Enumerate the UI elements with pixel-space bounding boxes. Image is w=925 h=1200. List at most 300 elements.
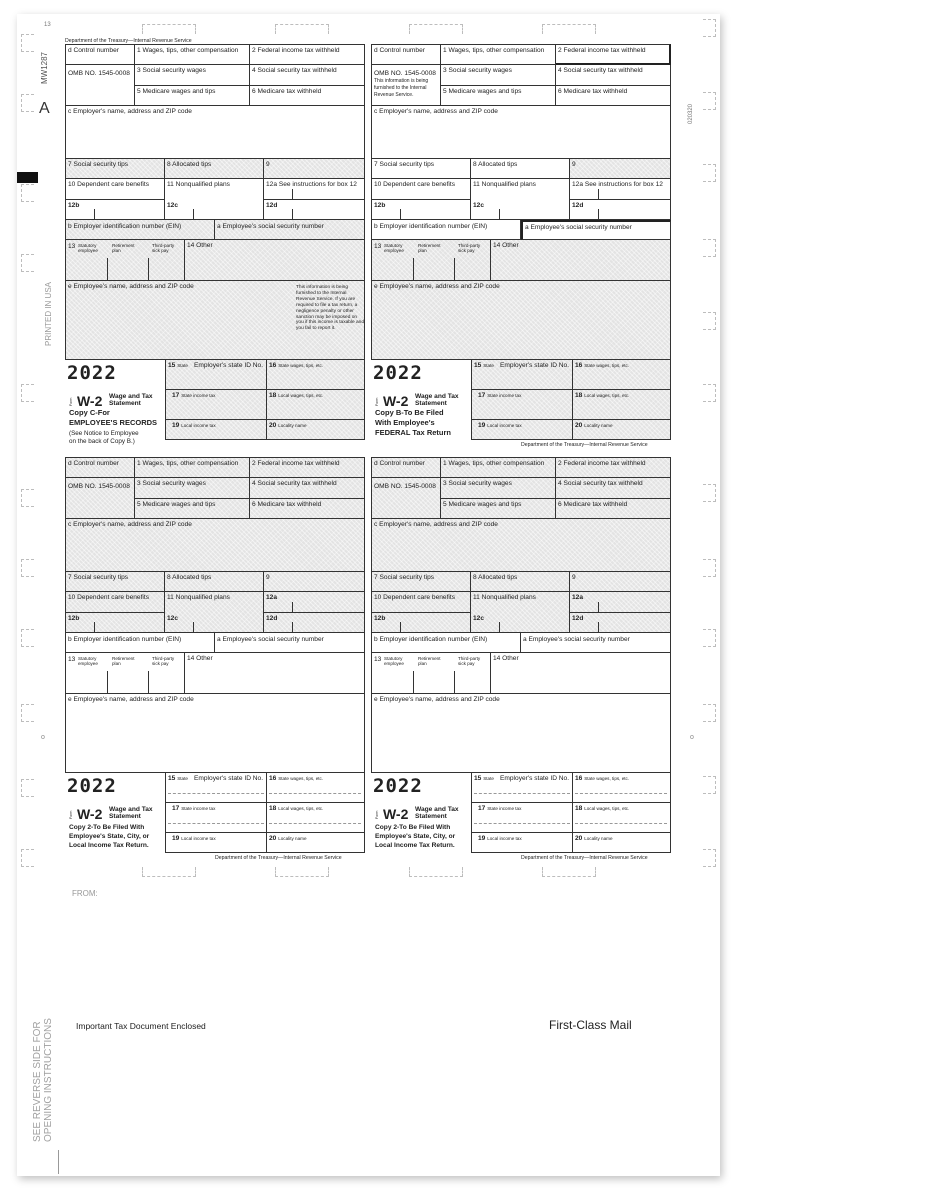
pinfeed-hole bbox=[703, 384, 716, 402]
code-o-right: o bbox=[690, 734, 694, 741]
box-19[interactable] bbox=[471, 833, 573, 853]
box-2[interactable] bbox=[556, 44, 671, 65]
checkbox-divider bbox=[148, 258, 149, 280]
box-7-label: 7 Social security tips bbox=[374, 574, 435, 581]
box-16[interactable] bbox=[267, 360, 365, 390]
wage-tax-statement bbox=[109, 806, 153, 820]
box-17[interactable] bbox=[165, 390, 267, 420]
box-9[interactable] bbox=[570, 572, 671, 592]
box-10[interactable] bbox=[371, 179, 471, 200]
box-12d-label: 12d bbox=[572, 202, 584, 209]
box-4[interactable] bbox=[556, 478, 671, 499]
box-12d[interactable] bbox=[264, 613, 365, 633]
box-20-text: Locality name bbox=[278, 836, 307, 841]
box-17-text: State income tax bbox=[487, 806, 522, 811]
box-13-label: 13 bbox=[68, 656, 76, 663]
tax-year: 2022 bbox=[67, 775, 117, 797]
box-8[interactable] bbox=[471, 572, 570, 592]
box-1[interactable] bbox=[441, 44, 556, 65]
employee-name-label: e Employee's name, address and ZIP code bbox=[374, 696, 500, 703]
dash-line bbox=[474, 793, 570, 794]
copy-designation bbox=[375, 823, 455, 850]
box-1-label: 1 Wages, tips, other compensation bbox=[137, 460, 239, 467]
box-10-label: 10 Dependent care benefits bbox=[374, 181, 456, 188]
box-20-label bbox=[575, 422, 613, 430]
box-19-label bbox=[172, 835, 216, 843]
box-20[interactable] bbox=[267, 420, 365, 440]
box-20-label bbox=[269, 422, 307, 430]
box-12d[interactable] bbox=[264, 200, 365, 220]
box-18-text: Local wages, tips, etc. bbox=[278, 806, 324, 811]
copy-line-2: Employee's State, City, or bbox=[375, 833, 456, 840]
state-label: State bbox=[177, 776, 188, 781]
box-13[interactable] bbox=[371, 240, 491, 281]
control-number-box[interactable] bbox=[65, 457, 135, 478]
box-18[interactable] bbox=[573, 390, 671, 420]
state-id-label: Employer's state ID No. bbox=[194, 362, 264, 369]
box-17[interactable] bbox=[471, 803, 573, 833]
ssn-label: a Employee's social security number bbox=[217, 636, 324, 643]
box-12a[interactable] bbox=[570, 179, 671, 200]
reverse-line-1: SEE REVERSE SIDE FOR bbox=[32, 1021, 43, 1142]
box-17-num: 17 bbox=[172, 805, 180, 812]
omb-box bbox=[65, 478, 135, 519]
box-17-num: 17 bbox=[478, 805, 486, 812]
box-10-label: 10 Dependent care benefits bbox=[68, 181, 150, 188]
box-16[interactable] bbox=[267, 773, 365, 803]
box-2[interactable] bbox=[250, 44, 365, 65]
box-16-label bbox=[575, 775, 629, 783]
wts-line-2: Statement bbox=[109, 400, 141, 407]
box-6-label: 6 Medicare tax withheld bbox=[252, 501, 322, 508]
pinfeed-hole bbox=[21, 489, 34, 507]
box-15-label bbox=[474, 362, 494, 370]
thirdparty-label: Third-party sick pay bbox=[152, 243, 175, 253]
furnished-note: This information is being furnished to the Internal Revenue Service. bbox=[374, 78, 429, 98]
box-18-text: Local wages, tips, etc. bbox=[584, 393, 630, 398]
box-12b[interactable] bbox=[371, 613, 471, 633]
box-8[interactable] bbox=[165, 572, 264, 592]
box-4[interactable] bbox=[250, 65, 365, 86]
dash-line bbox=[269, 823, 361, 824]
box-12c-label: 12c bbox=[473, 202, 485, 209]
box-4-label: 4 Social security tax withheld bbox=[558, 480, 643, 487]
box-7[interactable] bbox=[371, 572, 471, 592]
box-4[interactable] bbox=[556, 65, 671, 86]
code-divider bbox=[598, 602, 599, 612]
wage-tax-statement bbox=[415, 806, 459, 820]
box-19[interactable] bbox=[165, 420, 267, 440]
statutory-label: Statutory employee bbox=[78, 243, 98, 253]
box-18-num: 18 bbox=[269, 392, 277, 399]
dept-footer: Department of the Treasury—Internal Revenue Service bbox=[215, 855, 342, 861]
dept-header: Department of the Treasury—Internal Revenue Service bbox=[65, 38, 192, 44]
control-number-box[interactable] bbox=[371, 457, 441, 478]
box-3-label: 3 Social security wages bbox=[137, 480, 206, 487]
box-18[interactable] bbox=[267, 803, 365, 833]
box-1[interactable] bbox=[135, 457, 250, 478]
box-10-label: 10 Dependent care benefits bbox=[374, 594, 456, 601]
slot-mark bbox=[409, 867, 463, 877]
box-13[interactable] bbox=[371, 653, 491, 694]
box-20-num: 20 bbox=[269, 835, 277, 842]
guide-line bbox=[58, 1150, 59, 1174]
thirdparty-label: Third-party sick pay bbox=[458, 656, 481, 666]
employee-name-label: e Employee's name, address and ZIP code bbox=[374, 283, 500, 290]
box-14[interactable] bbox=[491, 240, 671, 281]
wage-tax-statement bbox=[109, 393, 153, 407]
box-11[interactable] bbox=[471, 592, 570, 633]
employee-name-box[interactable] bbox=[371, 694, 671, 773]
slot-mark bbox=[409, 24, 463, 34]
important-notice: Important Tax Document Enclosed bbox=[76, 1021, 206, 1031]
box-1[interactable] bbox=[441, 457, 556, 478]
box-16-num: 16 bbox=[269, 775, 277, 782]
pinfeed-hole bbox=[21, 184, 34, 202]
wts-line-1: Wage and Tax bbox=[415, 393, 459, 400]
ein-label: b Employer identification number (EIN) bbox=[374, 636, 488, 643]
box-20[interactable] bbox=[573, 833, 671, 853]
form-copy-b bbox=[371, 44, 671, 448]
box-5[interactable] bbox=[441, 86, 556, 106]
box-6[interactable] bbox=[250, 86, 365, 106]
box-20-text: Locality name bbox=[278, 423, 307, 428]
pinfeed-hole bbox=[21, 779, 34, 797]
slot-mark bbox=[275, 867, 329, 877]
box-14[interactable] bbox=[185, 240, 365, 281]
box-4-label: 4 Social security tax withheld bbox=[252, 67, 337, 74]
box-12a[interactable] bbox=[570, 592, 671, 613]
pinfeed-hole bbox=[21, 94, 34, 112]
box-16-num: 16 bbox=[575, 362, 583, 369]
box-20-num: 20 bbox=[575, 835, 583, 842]
box-12b[interactable] bbox=[65, 200, 165, 220]
box-12b-label: 12b bbox=[68, 615, 80, 622]
box-6-label: 6 Medicare tax withheld bbox=[558, 501, 628, 508]
box-11-label: 11 Nonqualified plans bbox=[167, 594, 230, 601]
box-17-label bbox=[478, 392, 521, 400]
pinfeed-hole bbox=[21, 849, 34, 867]
box-16-num: 16 bbox=[575, 775, 583, 782]
box-12a-label: 12a See instructions for box 12 bbox=[266, 181, 357, 188]
pinfeed-hole bbox=[21, 704, 34, 722]
box-16-num: 16 bbox=[269, 362, 277, 369]
box-16[interactable] bbox=[573, 360, 671, 390]
box-13-label: 13 bbox=[68, 243, 76, 250]
box-3-label: 3 Social security wages bbox=[137, 67, 206, 74]
employer-ein-box[interactable] bbox=[65, 633, 215, 653]
copy-line-2: EMPLOYEE'S RECORDS bbox=[69, 418, 158, 427]
box-18-text: Local wages, tips, etc. bbox=[278, 393, 324, 398]
box-16[interactable] bbox=[573, 773, 671, 803]
box-9[interactable] bbox=[570, 159, 671, 179]
pinfeed-hole bbox=[703, 704, 716, 722]
ssn-label: a Employee's social security number bbox=[523, 636, 630, 643]
box-9[interactable] bbox=[264, 159, 365, 179]
box-4[interactable] bbox=[250, 478, 365, 499]
box-14-label: 14 Other bbox=[493, 242, 519, 249]
box-12b-label: 12b bbox=[374, 615, 386, 622]
box-19-text: Local income tax bbox=[181, 423, 216, 428]
control-number-box[interactable] bbox=[371, 44, 441, 65]
box-9-label: 9 bbox=[572, 574, 576, 581]
thirdparty-label: Third-party sick pay bbox=[458, 243, 481, 253]
box-18-label bbox=[269, 392, 323, 400]
box-3-label: 3 Social security wages bbox=[443, 67, 512, 74]
box-13-label: 13 bbox=[374, 656, 382, 663]
box-14-label: 14 Other bbox=[187, 242, 213, 249]
box-8[interactable] bbox=[471, 159, 570, 179]
box-11[interactable] bbox=[165, 179, 264, 220]
box-1-label: 1 Wages, tips, other compensation bbox=[443, 460, 545, 467]
pinfeed-hole bbox=[21, 254, 34, 272]
box-2[interactable] bbox=[556, 457, 671, 478]
box-10[interactable] bbox=[65, 179, 165, 200]
box-19[interactable] bbox=[165, 833, 267, 853]
code-divider bbox=[499, 622, 500, 632]
box-10[interactable] bbox=[65, 592, 165, 613]
copy-line-2: Employee's State, City, or bbox=[69, 833, 150, 840]
employee-name-box[interactable] bbox=[371, 281, 671, 360]
box-12d[interactable] bbox=[570, 613, 671, 633]
omb-box bbox=[65, 65, 135, 106]
box-19[interactable] bbox=[471, 420, 573, 440]
employer-name-box[interactable] bbox=[65, 106, 365, 159]
checkbox-divider bbox=[413, 671, 414, 693]
employer-name-box[interactable] bbox=[371, 106, 671, 159]
ein-label: b Employer identification number (EIN) bbox=[374, 223, 488, 230]
state-label: State bbox=[483, 363, 494, 368]
box-19-text: Local income tax bbox=[181, 836, 216, 841]
ssn-label: a Employee's social security number bbox=[217, 223, 324, 230]
pinfeed-hole bbox=[703, 776, 716, 794]
box-12b-label: 12b bbox=[68, 202, 80, 209]
form-word: Form bbox=[375, 397, 379, 406]
box-13[interactable] bbox=[65, 653, 185, 694]
box-12b[interactable] bbox=[371, 200, 471, 220]
box-7[interactable] bbox=[371, 159, 471, 179]
box-8[interactable] bbox=[165, 159, 264, 179]
code-o-left: o bbox=[41, 734, 45, 741]
revision-code: 020320 bbox=[688, 103, 694, 124]
form-copy-2-left bbox=[65, 457, 365, 861]
checkbox-divider bbox=[413, 258, 414, 280]
control-number-label: d Control number bbox=[68, 47, 119, 54]
box-2-label: 2 Federal income tax withheld bbox=[558, 460, 646, 467]
box-5[interactable] bbox=[135, 499, 250, 519]
box-3[interactable] bbox=[441, 478, 556, 499]
box-8-label: 8 Allocated tips bbox=[473, 574, 518, 581]
employer-ein-box[interactable] bbox=[371, 633, 521, 653]
box-3[interactable] bbox=[135, 478, 250, 499]
box-7-label: 7 Social security tips bbox=[68, 161, 129, 168]
form-copy-c bbox=[65, 38, 365, 445]
black-timing-mark bbox=[17, 172, 38, 183]
employer-ein-box[interactable] bbox=[65, 220, 215, 240]
code-divider bbox=[94, 209, 95, 219]
box-18[interactable] bbox=[267, 390, 365, 420]
slot-mark bbox=[542, 24, 596, 34]
employee-name-box[interactable] bbox=[65, 281, 365, 360]
form-copy-2-right bbox=[371, 457, 671, 861]
control-number-box[interactable] bbox=[65, 44, 135, 65]
box-12d-label: 12d bbox=[266, 202, 278, 209]
box-17[interactable] bbox=[165, 803, 267, 833]
box-6-label: 6 Medicare tax withheld bbox=[252, 88, 322, 95]
dash-line bbox=[168, 793, 264, 794]
box-8-label: 8 Allocated tips bbox=[167, 574, 212, 581]
box-15-num: 15 bbox=[168, 362, 176, 369]
code-divider bbox=[598, 209, 599, 219]
box-2[interactable] bbox=[250, 457, 365, 478]
wts-line-1: Wage and Tax bbox=[415, 806, 459, 813]
box-6[interactable] bbox=[250, 499, 365, 519]
box-3[interactable] bbox=[135, 65, 250, 86]
copy-line-2: With Employee's bbox=[375, 418, 435, 427]
box-18[interactable] bbox=[573, 803, 671, 833]
penalty-notice: This information is being furnished to the Internal Revenue Service. If you are required to file a tax return, a negligence penalty or other sanction may be imposed on you if this income is taxable and you fail to report it. bbox=[296, 285, 364, 332]
box-16-label bbox=[269, 362, 323, 370]
dept-footer: Department of the Treasury—Internal Revenue Service bbox=[521, 855, 648, 861]
box-10[interactable] bbox=[371, 592, 471, 613]
employer-name-label: c Employer's name, address and ZIP code bbox=[374, 108, 498, 115]
slot-mark bbox=[542, 867, 596, 877]
box-5[interactable] bbox=[135, 86, 250, 106]
box-5[interactable] bbox=[441, 499, 556, 519]
wts-line-1: Wage and Tax bbox=[109, 806, 153, 813]
state-label: State bbox=[177, 363, 188, 368]
box-11[interactable] bbox=[165, 592, 264, 633]
copy-line-1: Copy 2-To Be Filed With bbox=[375, 824, 451, 831]
box-15-num: 15 bbox=[474, 775, 482, 782]
checkbox-divider bbox=[148, 671, 149, 693]
box-1-label: 1 Wages, tips, other compensation bbox=[137, 47, 239, 54]
box-18-text: Local wages, tips, etc. bbox=[584, 806, 630, 811]
pinfeed-hole bbox=[21, 34, 34, 52]
state-label: State bbox=[483, 776, 494, 781]
ein-label: b Employer identification number (EIN) bbox=[68, 223, 182, 230]
dash-line bbox=[269, 793, 361, 794]
box-4-label: 4 Social security tax withheld bbox=[252, 480, 337, 487]
control-number-label: d Control number bbox=[68, 460, 119, 467]
box-12b[interactable] bbox=[65, 613, 165, 633]
employee-ssn-box[interactable] bbox=[521, 633, 671, 653]
pinfeed-hole bbox=[703, 629, 716, 647]
box-11[interactable] bbox=[471, 179, 570, 220]
box-13-label: 13 bbox=[374, 243, 382, 250]
box-13[interactable] bbox=[65, 240, 185, 281]
box-8-label: 8 Allocated tips bbox=[473, 161, 518, 168]
box-15[interactable] bbox=[165, 773, 267, 803]
employer-ein-box[interactable] bbox=[371, 220, 521, 240]
box-7[interactable] bbox=[65, 159, 165, 179]
box-17-label bbox=[172, 805, 215, 813]
employer-name-box[interactable] bbox=[371, 519, 671, 572]
omb-label: OMB NO. 1545-0008 bbox=[68, 70, 130, 77]
state-id-label: Employer's state ID No. bbox=[194, 775, 264, 782]
slot-mark bbox=[142, 24, 196, 34]
box-12a[interactable] bbox=[264, 592, 365, 613]
employer-name-box[interactable] bbox=[65, 519, 365, 572]
box-19-num: 19 bbox=[172, 835, 180, 842]
checkbox-divider bbox=[454, 671, 455, 693]
box-5-label: 5 Medicare wages and tips bbox=[137, 501, 216, 508]
box-18-label bbox=[575, 392, 629, 400]
ssn-label: a Employee's social security number bbox=[525, 224, 632, 231]
box-5-label: 5 Medicare wages and tips bbox=[137, 88, 216, 95]
retirement-label: Retirement plan bbox=[112, 243, 135, 253]
box-17[interactable] bbox=[471, 390, 573, 420]
box-15[interactable] bbox=[471, 360, 573, 390]
dash-line bbox=[575, 793, 667, 794]
employee-ssn-box[interactable] bbox=[215, 633, 365, 653]
box-12a-label: 12a bbox=[266, 594, 278, 601]
box-20-label bbox=[269, 835, 307, 843]
pinfeed-hole bbox=[703, 849, 716, 867]
code-13: 13 bbox=[44, 22, 51, 28]
box-15[interactable] bbox=[165, 360, 267, 390]
box-15[interactable] bbox=[471, 773, 573, 803]
wts-line-1: Wage and Tax bbox=[109, 393, 153, 400]
box-20[interactable] bbox=[267, 833, 365, 853]
employee-name-box[interactable] bbox=[65, 694, 365, 773]
employee-ssn-box[interactable] bbox=[521, 220, 671, 240]
box-1-label: 1 Wages, tips, other compensation bbox=[443, 47, 545, 54]
code-divider bbox=[94, 622, 95, 632]
box-2-label: 2 Federal income tax withheld bbox=[252, 460, 340, 467]
copy-line-3: Local Income Tax Return. bbox=[375, 842, 455, 849]
form-word: Form bbox=[69, 397, 73, 406]
box-3-label: 3 Social security wages bbox=[443, 480, 512, 487]
box-9[interactable] bbox=[264, 572, 365, 592]
box-6[interactable] bbox=[556, 86, 671, 106]
box-15-num: 15 bbox=[474, 362, 482, 369]
box-12a[interactable] bbox=[264, 179, 365, 200]
box-14[interactable] bbox=[185, 653, 365, 694]
form-word: Form bbox=[69, 810, 73, 819]
box-7[interactable] bbox=[65, 572, 165, 592]
box-3[interactable] bbox=[441, 65, 556, 86]
tax-year: 2022 bbox=[373, 362, 423, 384]
box-11-label: 11 Nonqualified plans bbox=[473, 594, 536, 601]
state-id-label: Employer's state ID No. bbox=[500, 362, 570, 369]
box-20[interactable] bbox=[573, 420, 671, 440]
box-14[interactable] bbox=[491, 653, 671, 694]
copy-note bbox=[69, 430, 139, 445]
form-code: MW1287 bbox=[40, 51, 49, 84]
box-2-label: 2 Federal income tax withheld bbox=[252, 47, 340, 54]
box-17-label bbox=[478, 805, 521, 813]
box-19-num: 19 bbox=[478, 835, 486, 842]
pinfeed-hole bbox=[703, 559, 716, 577]
box-12d[interactable] bbox=[570, 200, 671, 220]
employee-ssn-box[interactable] bbox=[215, 220, 365, 240]
pinfeed-hole bbox=[703, 19, 716, 37]
box-1[interactable] bbox=[135, 44, 250, 65]
checkbox-divider bbox=[454, 258, 455, 280]
box-17-num: 17 bbox=[172, 392, 180, 399]
box-18-num: 18 bbox=[575, 392, 583, 399]
box-6[interactable] bbox=[556, 499, 671, 519]
statutory-label: Statutory employee bbox=[78, 656, 98, 666]
pinfeed-hole bbox=[703, 164, 716, 182]
state-id-label: Employer's state ID No. bbox=[500, 775, 570, 782]
box-20-text: Locality name bbox=[584, 423, 613, 428]
pinfeed-hole bbox=[703, 484, 716, 502]
box-16-label bbox=[269, 775, 323, 783]
box-16-text: State wages, tips, etc. bbox=[584, 776, 630, 781]
checkbox-divider bbox=[107, 258, 108, 280]
